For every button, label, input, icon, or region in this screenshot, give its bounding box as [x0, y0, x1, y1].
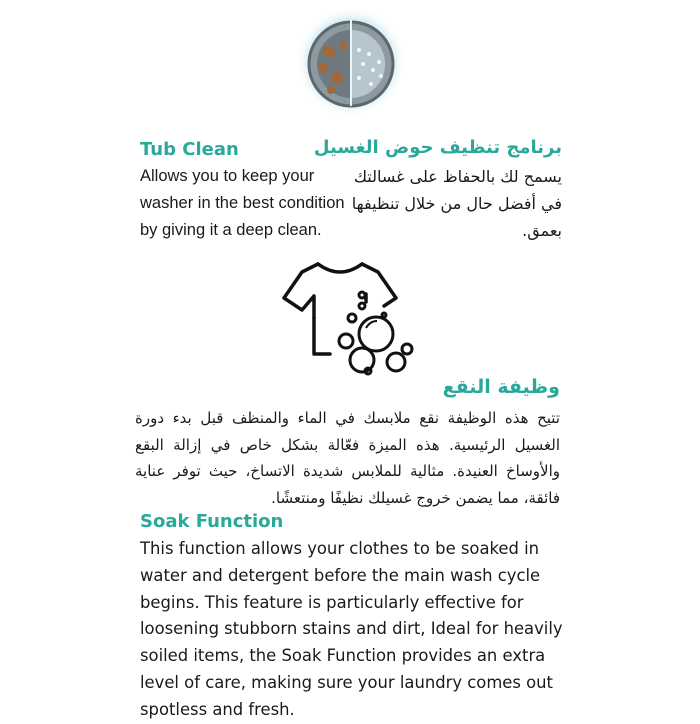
- tub-clean-description-en: Allows you to keep your washer in the best condition by giving it a deep clean.: [140, 167, 345, 239]
- soak-function-description-en: This function allows your clothes to be soaked in water and detergent before the main wash cycle begins. This feature is particularly effective for loosening stubborn stains and dirt, Ideal for heavily soiled items, the Soak Function provides an extra level of care, making sure your laundry comes out spotless and fresh.: [140, 539, 563, 719]
- soak-function-title-ar: وظيفة النقع: [442, 376, 560, 398]
- tub-clean-title-en: Tub Clean: [140, 139, 239, 160]
- tub-clean-description-ar: يسمح لك بالحفاظ على غسالتك في أفضل حال من خلال تنظيفها بعمق.: [351, 167, 562, 240]
- washer-drum-image: [295, 6, 407, 118]
- soak-function-description-ar: تتيح هذه الوظيفة نقع ملابسك في الماء والمنظف قبل بدء دورة الغسيل الرئيسية. هذه الميزة فعّالة بشكل خاص في إزالة البقع والأوساخ العنيدة. مثالية للملابس شديدة الاتساخ، حيث توفر عناية فائقة، مما يضمن خروج غسيلك نظيفًا ومنتعشًا.: [135, 409, 560, 507]
- tub-clean-title-ar: برنامج تنظيف حوض الغسيل: [313, 137, 562, 158]
- shirt-bubbles-icon: [280, 258, 425, 383]
- soak-function-title-en: Soak Function: [140, 511, 284, 532]
